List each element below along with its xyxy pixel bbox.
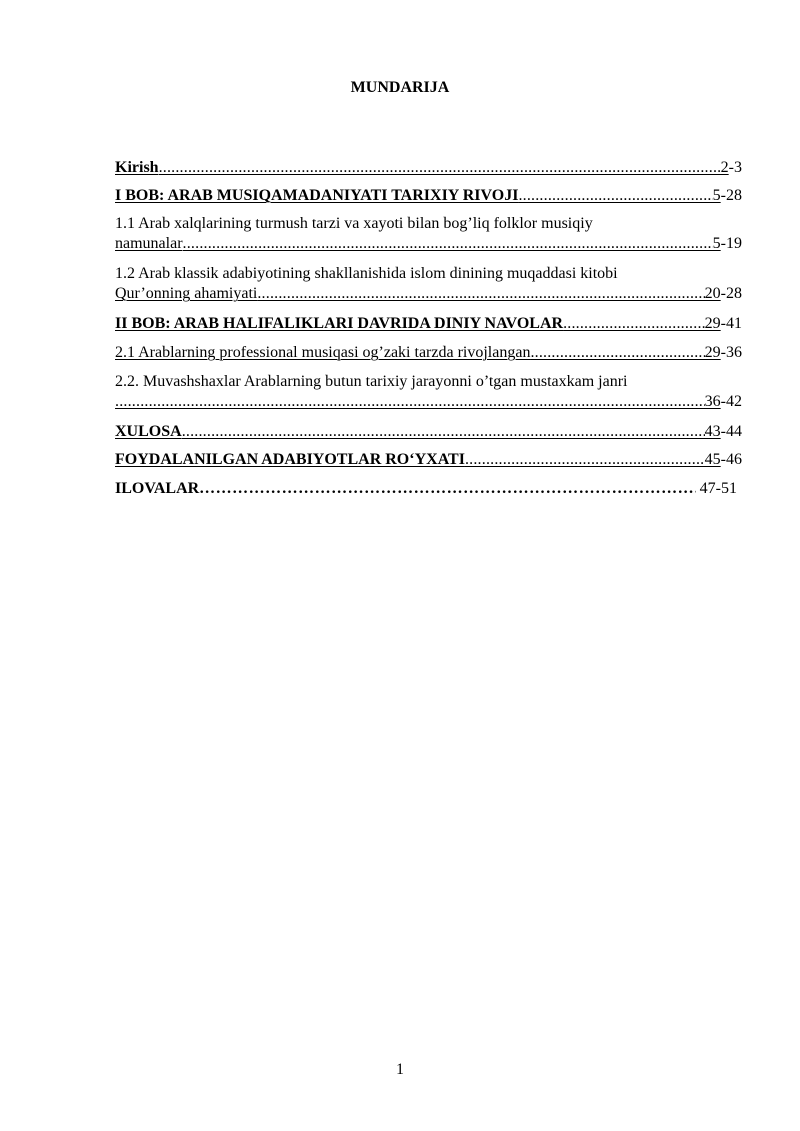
page-number: 1 [396,1061,404,1078]
toc-entry-label-line1: 2.2. Muvashshaxlar Arablarning butun tarixiy jarayonni o’tgan mustaxkam janri [115,373,628,390]
toc-page-rest: -28 [720,285,742,302]
toc-entry-label: 2.1 Arablarning professional musiqasi og’zaki tarzda rivojlangan [115,344,531,361]
toc-page-rest: -41 [720,315,742,332]
toc-entry-label: Kirish [115,159,159,176]
toc-entry-xulosa[interactable] [115,422,742,442]
toc-page-start: 29 [704,344,721,361]
toc-entry-kirish[interactable] [115,158,742,178]
page-title: MUNDARIJA [350,79,450,96]
toc-entry-label: FOYDALANILGAN ADABIYOTLAR RO‘YXATI [115,451,465,468]
toc-page-rest: -44 [720,423,742,440]
toc-entry-section-2-1[interactable] [115,343,742,363]
toc-entry-chapter-1[interactable] [115,186,742,206]
toc-page-rest: -42 [720,393,742,410]
toc-page-start: 2 [720,159,729,176]
toc-leader-dots [518,186,712,206]
toc-page-start: 5 [712,187,721,204]
toc-leader-dots [183,234,713,254]
toc-entry-label-line1: 1.1 Arab xalqlarining turmush tarzi va xayoti bilan bog’liq folklor musiqiy [115,215,593,232]
toc-entry-appendices[interactable] [115,479,737,499]
toc-leader-dots [115,392,705,412]
toc-page-rest: -3 [728,159,742,176]
toc-page-start: 5 [712,235,721,252]
toc-entry-section-1-2[interactable] [115,264,742,304]
toc-entry-references[interactable] [115,450,742,470]
toc-entry-label: I BOB: ARAB MUSIQAMADANIYATI TARIXIY RIVOJI [115,187,519,204]
toc-page-start: 43 [704,423,721,440]
toc-page-range: 47-51 [699,480,737,497]
toc-entry-label-line2: namunalar [115,235,183,252]
toc-leader-dots [199,479,696,499]
toc-entry-label: XULOSA [115,423,182,440]
toc-page-start: 36 [704,393,721,410]
toc-page-start: 45 [704,451,721,468]
toc-page-rest: -19 [720,235,742,252]
toc-leader-dots [182,422,705,442]
toc-entry-section-2-2[interactable] [115,372,742,412]
toc-leader-dots [159,158,721,178]
toc-entry-section-1-1[interactable] [115,214,742,254]
toc-page-rest: -28 [720,187,742,204]
toc-page-start: 20 [704,285,721,302]
toc-entry-label: II BOB: ARAB HALIFALIKLARI DAVRIDA DINIY NAVOLAR [115,315,564,332]
toc-leader-dots [563,314,705,334]
toc-entry-label: ILOVALAR [115,480,200,497]
toc-page-start: 29 [704,315,721,332]
toc-leader-dots [257,284,704,304]
toc-entry-chapter-2[interactable] [115,314,742,334]
toc-entry-label-line1: 1.2 Arab klassik adabiyotining shakllanishida islom dinining muqaddasi kitobi [115,265,618,282]
toc-leader-dots [465,450,705,470]
toc-leader-dots [530,343,704,363]
toc-page-rest: -46 [720,451,742,468]
toc-entry-label-line2: Qur’onning ahamiyati [115,285,258,302]
toc-page-rest: -36 [720,344,742,361]
